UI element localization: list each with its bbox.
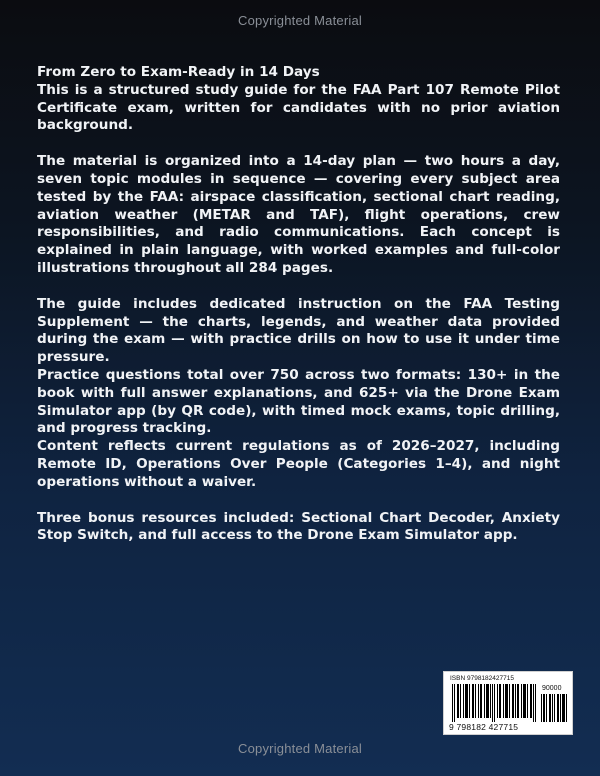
addon-barcode-bars <box>541 694 567 722</box>
regulations-paragraph: Content reflects current regulations as of 2026–2027, including Remote ID, Operations Over People (Categories 1–4), and night operations without a waiver. <box>37 438 560 490</box>
isbn-label: ISBN 9798182427715 <box>450 675 514 682</box>
copyright-watermark-bottom: Copyrighted Material <box>238 741 362 756</box>
bonus-resources-paragraph: Three bonus resources included: Sectional Chart Decoder, Anxiety Stop Switch, and full access to the Drone Exam Simulator app. <box>37 509 560 544</box>
practice-questions-paragraph: Practice questions total over 750 across two formats: 130+ in the book with full answer explanations, and 625+ via the Drone Exam Simulator app (by QR code), with timed mock exams, topic drilling, and progress tracking. <box>37 366 560 437</box>
back-cover-text <box>37 64 560 545</box>
copyright-watermark-top: Copyrighted Material <box>238 13 362 28</box>
isbn-barcode <box>443 671 573 735</box>
price-code: 90000 <box>542 685 562 692</box>
barcode-bars <box>450 684 538 722</box>
plan-paragraph: The material is organized into a 14-day plan — two hours a day, seven topic modules in sequence — covering every subject area tested by the FAA: airspace classification, sectional chart reading, aviation weather (METAR and TAF), flight operations, crew responsibilities, and radio communications. Each concept is explained in plain language, with worked examples and full-color illustrations throughout all 284 pages. <box>37 153 560 276</box>
isbn-digits: 9 798182 427715 <box>449 722 519 732</box>
intro-paragraph: This is a structured study guide for the FAA Part 107 Remote Pilot Certificate exam, written for candidates with no prior aviation background. <box>37 81 560 134</box>
heading: From Zero to Exam-Ready in 14 Days <box>37 64 320 80</box>
testing-supplement-paragraph: The guide includes dedicated instruction on the FAA Testing Supplement — the charts, legends, and weather data provided during the exam — with practice drills on how to use it under time pressure. <box>37 295 560 366</box>
